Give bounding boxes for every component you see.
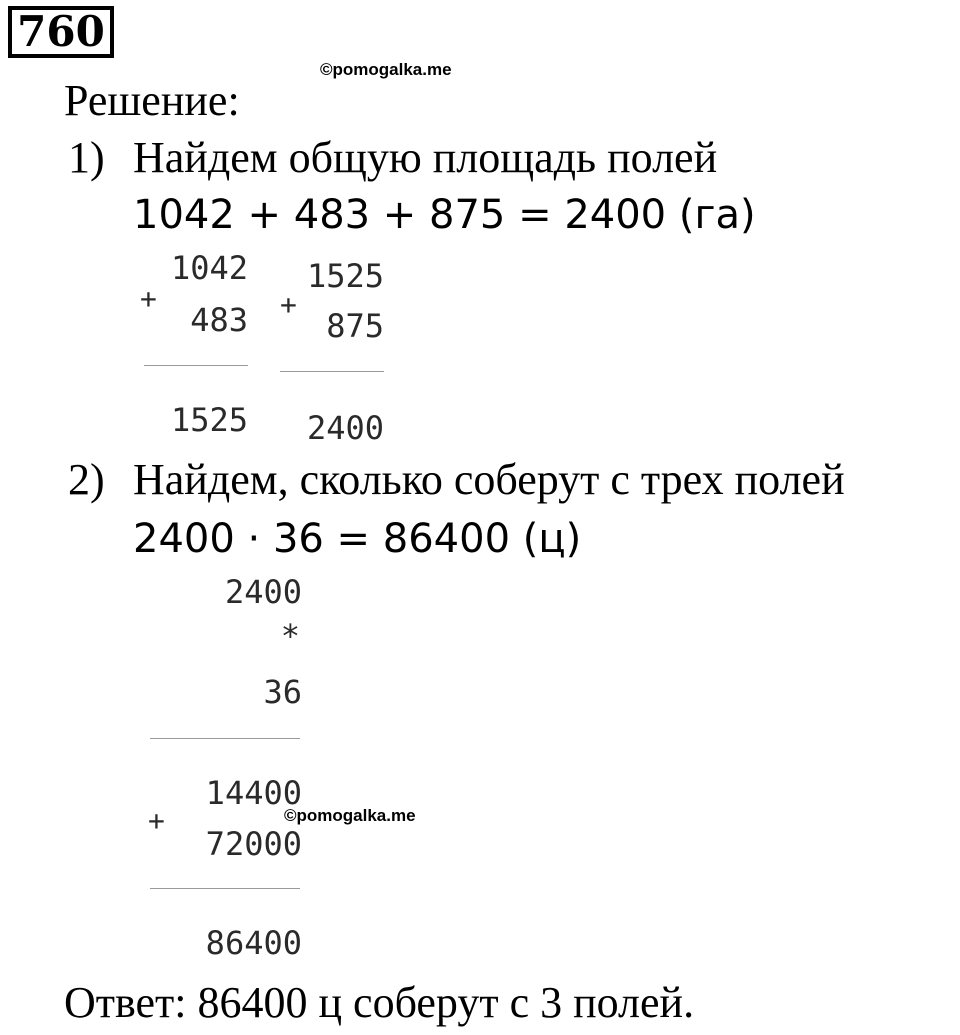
step1-col-a-operator: + [140,282,157,315]
watermark-middle: ©pomogalka.me [284,806,416,825]
step1-title: Найдем общую площадь полей [133,133,718,182]
step2-expression: 2400 · 36 = 86400 (ц) [133,516,582,562]
step2-col-operand1: 2400 [224,573,302,611]
answer: Ответ: 86400 ц соберут с 3 полей. [64,978,695,1027]
step1-col-a-operand2: 483 [190,301,248,339]
step1-col-b-operator: + [280,288,297,321]
step2-title: Найдем, сколько соберут с трех полей [133,455,845,504]
step2-col-rule1 [150,738,300,739]
step1-col-a-operand1: 1042 [170,249,248,287]
step2-number: 2) [68,455,105,504]
step1-col-b-operand2: 875 [326,307,384,345]
step2-col-partial-operator: + [148,804,165,837]
step2-col-operator: * [280,617,300,655]
step2-col-partial1: 14400 [205,774,302,812]
step1-expression: 1042 + 483 + 875 = 2400 (га) [133,192,756,238]
step1-col-a-rule [144,365,248,366]
solution-label: Решение: [64,76,240,125]
step1-number: 1) [68,133,105,182]
watermark-top: ©pomogalka.me [320,60,452,79]
step2-col-result: 86400 [205,924,302,962]
step1-col-a-result: 1525 [170,401,248,439]
step2-col-partial2: 72000 [205,825,302,863]
step1-col-b-operand1: 1525 [306,257,384,295]
step1-col-b-result: 2400 [306,409,384,447]
step2-col-rule2 [150,888,300,889]
task-number: 760 [8,6,114,58]
step1-col-b-rule [280,371,384,372]
step2-col-operand2: 36 [263,673,302,711]
